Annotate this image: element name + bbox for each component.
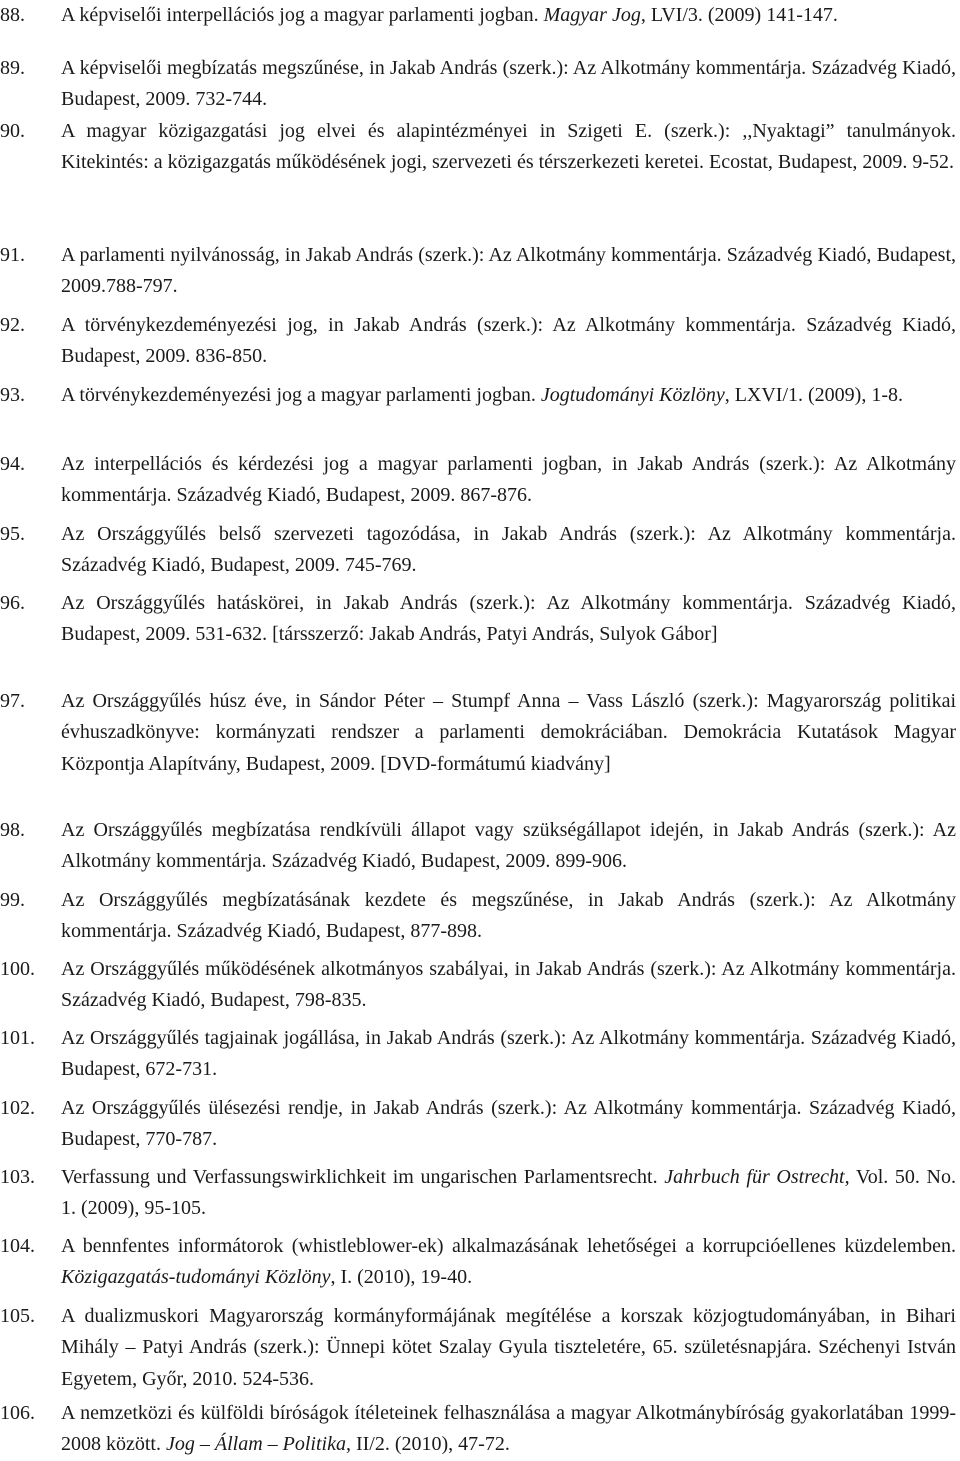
entry-text	[61, 686, 956, 780]
bibliography-entry	[0, 1301, 956, 1395]
bibliography-entry	[0, 519, 956, 582]
entry-number: 104.	[0, 1235, 35, 1257]
entry-text-segment: A nemzetközi és külföldi bíróságok ítéleteinek felhasználása a magyar Alkotmánybíróság gyakorlatában 1999-2008 között.	[61, 1402, 956, 1456]
entry-number: 98.	[0, 819, 25, 841]
entry-text-segment: Az Országgyűlés megbízatásának kezdete és megszűnése, in Jakab András (szerk.): Az Alkotmány kommentárja. Századvég Kiadó, Budapest, 877-898.	[61, 889, 956, 943]
entry-text	[61, 1398, 956, 1461]
bibliography-entry	[0, 1023, 956, 1086]
entry-text-segment: Verfassung und Verfassungswirklichkeit im ungarischen Parlamentsrecht.	[61, 1166, 665, 1188]
entry-text-segment: , I. (2010), 19-40.	[330, 1266, 473, 1289]
publication-title: Magyar Jog	[543, 4, 641, 26]
entry-number: 88.	[0, 4, 25, 26]
bibliography-entry	[0, 1231, 956, 1294]
bibliography-entry	[0, 53, 956, 116]
bibliography-entry	[0, 1093, 956, 1156]
entry-number: 89.	[0, 57, 25, 79]
entry-text	[61, 588, 956, 651]
entry-number: 106.	[0, 1402, 35, 1424]
bibliography-entry	[0, 815, 956, 878]
entry-text	[61, 240, 956, 303]
entry-text	[61, 885, 956, 948]
entry-text	[61, 449, 956, 512]
entry-text	[61, 0, 956, 31]
bibliography-entry	[0, 116, 956, 179]
entry-text-segment: A törvénykezdeményezési jog, in Jakab András (szerk.): Az Alkotmány kommentárja. Századvég Kiadó, Budapest, 2009. 836-850.	[61, 314, 956, 368]
entry-number: 93.	[0, 384, 25, 406]
publication-title: Jahrbuch für Ostrecht	[664, 1166, 845, 1188]
publication-title: Jog – Állam – Politika	[166, 1433, 346, 1456]
entry-text	[61, 53, 956, 116]
entry-number: 96.	[0, 592, 25, 614]
entry-text	[61, 1231, 956, 1294]
bibliography-entry	[0, 380, 956, 411]
bibliography-entry	[0, 885, 956, 948]
entry-text-segment: Az Országgyűlés hatáskörei, in Jakab András (szerk.): Az Alkotmány kommentárja. Századvég Kiadó, Budapest, 2009. 531-632. [társszerző: Jakab András, Patyi András, Sulyok Gábor]	[61, 592, 956, 646]
bibliography-entry	[0, 954, 956, 1017]
entry-text	[61, 519, 956, 582]
entry-text-segment: A bennfentes informátorok (whistleblower-ek) alkalmazásának lehetőségei a korrupcióellenes küzdelemben.	[61, 1235, 956, 1257]
bibliography-entry	[0, 449, 956, 512]
entry-text-segment: Az Országgyűlés húsz éve, in Sándor Péter – Stumpf Anna – Vass László (szerk.): Magyarország politikai évhuszadkönyve: kormányzati rendszer a parlamenti demokráciában. Demokrácia Kutatások Magyar Központja Alapítvány, Budapest, 2009. [DVD-formátumú kiadvány]	[61, 690, 956, 775]
entry-text-segment: , Vol. 50. No. 1. (2009), 95-105.	[61, 1166, 956, 1220]
bibliography-entry	[0, 686, 956, 780]
entry-text-segment: A magyar közigazgatási jog elvei és alapintézményei in Szigeti E. (szerk.): ,,Nyaktagi” tanulmányok. Kitekintés: a közigazgatás működésének jogi, szervezeti és térszerkezeti keretei. Ecostat, Budapest, 2009. 9-52.	[61, 120, 956, 174]
bibliography-entry	[0, 1162, 956, 1225]
entry-number: 97.	[0, 690, 25, 712]
entry-text-segment: A törvénykezdeményezési jog a magyar parlamenti jogban.	[61, 384, 541, 406]
entry-number: 101.	[0, 1027, 35, 1049]
entry-text	[61, 310, 956, 373]
entry-number: 94.	[0, 453, 25, 475]
publication-title: Közigazgatás-tudományi Közlöny	[61, 1266, 331, 1289]
entry-text-segment: Az Országgyűlés megbízatása rendkívüli állapot vagy szükségállapot idején, in Jakab András (szerk.): Az Alkotmány kommentárja. Századvég Kiadó, Budapest, 2009. 899-906.	[61, 819, 956, 873]
entry-text-segment: , II/2. (2010), 47-72.	[345, 1433, 510, 1456]
entry-number: 90.	[0, 120, 25, 142]
entry-text-segment: A képviselői megbízatás megszűnése, in Jakab András (szerk.): Az Alkotmány kommentárja. Századvég Kiadó, Budapest, 2009. 732-744.	[61, 57, 956, 111]
entry-text-segment: A parlamenti nyilvánosság, in Jakab András (szerk.): Az Alkotmány kommentárja. Századvég Kiadó, Budapest, 2009.788-797.	[61, 244, 956, 298]
bibliography-entry	[0, 588, 956, 651]
bibliography-entry	[0, 0, 956, 31]
entry-number: 105.	[0, 1305, 35, 1327]
publication-title: Jogtudományi Közlöny	[540, 384, 725, 406]
entry-text	[61, 380, 956, 411]
entry-text	[61, 815, 956, 878]
entry-number: 103.	[0, 1166, 35, 1188]
entry-text-segment: A dualizmuskori Magyarország kormányformájának megítélése a korszak közjogtudományában, in Bihari Mihály – Patyi András (szerk.): Ünnepi kötet Szalay Gyula tiszteletére, 65. születésnapjára. Széchenyi István Egyetem, Győr, 2010. 524-536.	[61, 1305, 956, 1390]
bibliography-entry	[0, 240, 956, 303]
bibliography-entry	[0, 310, 956, 373]
entry-number: 99.	[0, 889, 25, 911]
entry-text-segment: A képviselői interpellációs jog a magyar parlamenti jogban.	[61, 4, 544, 26]
entry-text-segment: Az Országgyűlés belső szervezeti tagozódása, in Jakab András (szerk.): Az Alkotmány kommentárja. Századvég Kiadó, Budapest, 2009. 745-769.	[61, 523, 956, 577]
entry-text	[61, 1162, 956, 1225]
entry-text-segment: Az interpellációs és kérdezési jog a magyar parlamenti jogban, in Jakab András (szerk.): Az Alkotmány kommentárja. Századvég Kiadó, Budapest, 2009. 867-876.	[61, 453, 956, 507]
entry-text-segment: Az Országgyűlés működésének alkotmányos szabályai, in Jakab András (szerk.): Az Alkotmány kommentárja. Századvég Kiadó, Budapest, 798-835.	[61, 958, 956, 1012]
entry-text	[61, 116, 956, 179]
entry-text-segment: , LXVI/1. (2009), 1-8.	[724, 384, 904, 406]
entry-text	[61, 1093, 956, 1156]
entry-text	[61, 954, 956, 1017]
entry-number: 100.	[0, 958, 35, 980]
entry-number: 102.	[0, 1097, 35, 1119]
entry-number: 91.	[0, 244, 25, 266]
bibliography-entry	[0, 1398, 956, 1461]
entry-text-segment: Az Országgyűlés ülésezési rendje, in Jakab András (szerk.): Az Alkotmány kommentárja. Századvég Kiadó, Budapest, 770-787.	[61, 1097, 956, 1151]
entry-text-segment: , LVI/3. (2009) 141-147.	[640, 4, 838, 26]
entry-text	[61, 1301, 956, 1395]
entry-text-segment: Az Országgyűlés tagjainak jogállása, in Jakab András (szerk.): Az Alkotmány kommentárja. Századvég Kiadó, Budapest, 672-731.	[61, 1027, 956, 1081]
entry-number: 95.	[0, 523, 25, 545]
entry-text	[61, 1023, 956, 1086]
entry-number: 92.	[0, 314, 25, 336]
